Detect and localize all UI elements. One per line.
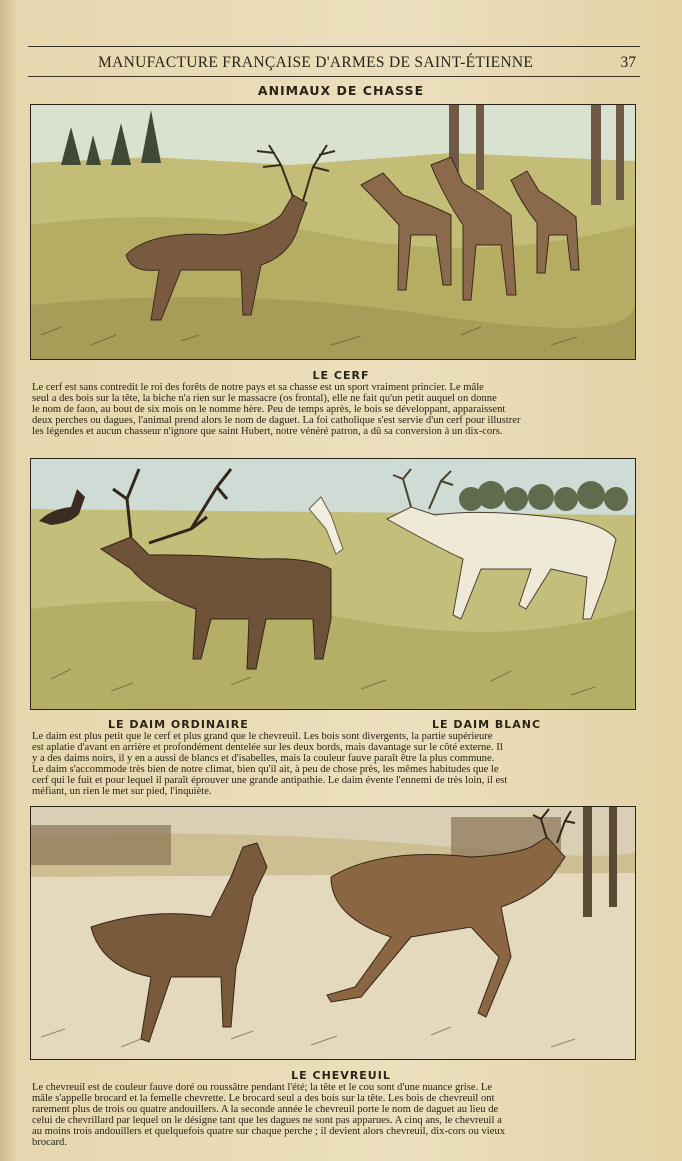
- fallow-deer-plate: [30, 458, 636, 710]
- paragraph-le-cerf: [32, 383, 642, 438]
- stag-plate: [30, 104, 636, 360]
- text-line: rarement plus de trois ou quatre andouillers. A la seconde année le chevreuil porte le nom de daguet au lieu de: [32, 1103, 499, 1115]
- text-line: Le chevreuil est de couleur fauve doré ou roussâtre pendant l'été; la tête et le cou sont d'une nuance grise. Le: [32, 1082, 493, 1093]
- text-line: le nom de faon, au bout de six mois on le nomme hère. Peu de temps après, le bois se développant, apparaissent: [32, 403, 506, 415]
- caption-le-cerf: LE CERF: [312, 369, 370, 382]
- text-line: brocard.: [32, 1136, 67, 1148]
- text-line: méfiant, un rien le met sur pied, l'inquiète.: [32, 785, 212, 797]
- fallow-deer-illustration-icon: [31, 459, 635, 709]
- page-header: [28, 52, 640, 76]
- text-line: est aplatie d'avant en arrière et profondément dentelée sur les deux bords, mais davantage sur le côté externe. Il: [32, 741, 503, 753]
- text-line: cerf qui le fuit et pour lequel il paraît éprouver une grande antipathie. Le daim évente l'ennemi de très loin, il est: [32, 774, 508, 786]
- top-rule: [28, 46, 640, 47]
- caption-le-chevreuil: LE CHEVREUIL: [291, 1069, 391, 1082]
- text-line: deux perches ou dagues, l'animal prend alors le nom de daguet. La foi catholique s'est servie d'un cerf pour illustrer: [32, 414, 521, 426]
- text-line: Le daim s'accommode très bien de notre climat, bien qu'il ait, à peu de chose près, les mêmes habitudes que le: [32, 763, 499, 775]
- caption-le-daim-ordinaire: LE DAIM ORDINAIRE: [108, 718, 249, 731]
- roe-deer-plate: [30, 806, 636, 1060]
- section-title: ANIMAUX DE CHASSE: [257, 83, 425, 98]
- text-line: celui de chevrillard par lequel on le désigne tant que les dagues ne sont pas apparues. A cinq ans, le chevreuil a: [32, 1114, 502, 1126]
- text-line: les légendes et aucun chasseur n'ignore que saint Hubert, notre vénéré patron, a dû sa conversion à un dix-cors.: [32, 425, 503, 437]
- paragraph-le-chevreuil: [32, 1083, 642, 1148]
- header-title: MANUFACTURE FRANÇAISE D'ARMES DE SAINT-ÉTIENNE: [98, 54, 534, 71]
- paragraph-le-daim: [32, 732, 642, 797]
- text-line: seul a des bois sur la tête, la biche n'a rien sur le massacre (os frontal), elle ne fait qu'un petit auquel on donne: [32, 392, 497, 404]
- text-line: Le cerf est sans contredit le roi des forêts de notre pays et sa chasse est un sport vraiment princier. Le mâle: [32, 382, 484, 393]
- text-line: mâle s'appelle brocard et la femelle chevrette. Le brocard seul a des bois sur la tête. Les bois de chevreuil ont: [32, 1092, 495, 1104]
- stag-illustration-icon: [31, 105, 635, 359]
- roe-deer-illustration-icon: [31, 807, 635, 1059]
- header-rule: [28, 76, 640, 77]
- caption-le-daim-blanc: LE DAIM BLANC: [432, 718, 542, 731]
- text-line: Le daim est plus petit que le cerf et plus grand que le chevreuil. Les bois sont divergents, la partie supérieure: [32, 731, 493, 742]
- text-line: au moins trois andouillers et quelquefois quatre sur chaque perche ; il devient alors chevreuil, dix-cors ou vieux: [32, 1125, 506, 1137]
- text-line: y a des daims noirs, il y en a aussi de blancs et d'isabelles, mais la couleur fauve paraît être la plus commune.: [32, 752, 495, 764]
- page-number: 37: [620, 54, 636, 71]
